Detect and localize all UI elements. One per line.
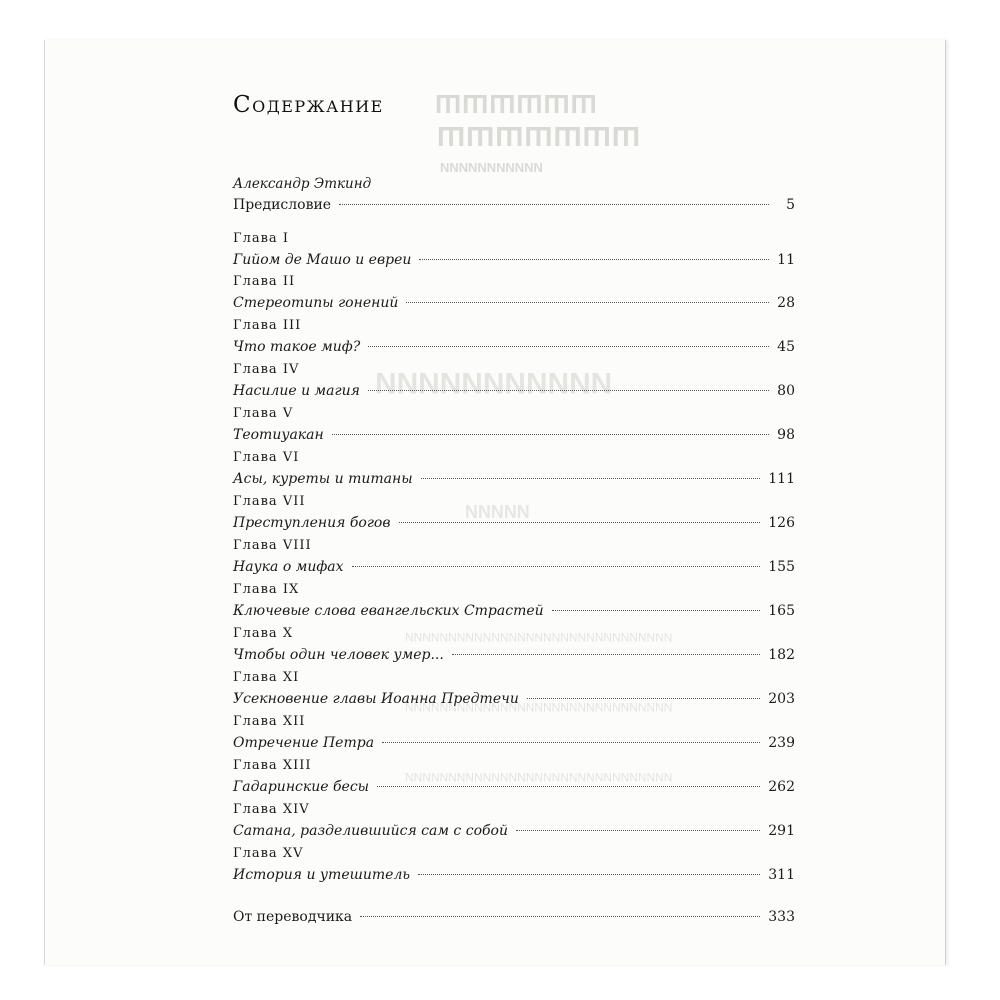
toc-entry — [233, 624, 795, 666]
entry-label: Глава IX — [233, 582, 300, 597]
dot-leader — [419, 259, 769, 260]
entry-label: Глава V — [233, 406, 294, 421]
entry-title: Наука о мифах — [233, 559, 344, 575]
dot-leader — [339, 204, 769, 205]
show-through-mark: ИИИИИИИИИИИ — [375, 366, 613, 399]
entry-title: Теотиуакан — [233, 427, 324, 443]
toc-row — [233, 644, 795, 666]
page-number: 126 — [768, 515, 795, 531]
page-number: 182 — [768, 647, 795, 663]
page-number: 5 — [786, 197, 795, 213]
dot-leader — [452, 654, 760, 655]
show-through-mark: ШШШШШШ — [435, 89, 598, 119]
toc-row — [233, 776, 795, 798]
dot-leader — [406, 302, 769, 303]
dot-leader — [418, 874, 760, 875]
toc-row — [233, 424, 795, 446]
dot-leader — [421, 478, 761, 479]
page-number: 98 — [777, 427, 795, 443]
page-number: 28 — [777, 295, 795, 311]
page-number: 311 — [768, 867, 795, 883]
toc-entry — [233, 316, 795, 358]
page-number: 165 — [768, 603, 795, 619]
entry-label: Глава VIII — [233, 538, 312, 553]
entry-title: Преступления богов — [233, 515, 391, 531]
page-number: 111 — [768, 471, 795, 487]
entry-label: Глава XIV — [233, 802, 310, 817]
toc-entry — [233, 536, 795, 578]
toc-entry — [233, 229, 795, 271]
toc-row — [233, 468, 795, 490]
entry-title: Гийом де Машо и евреи — [233, 252, 412, 268]
show-through-mark: ШШШШШШШ — [437, 121, 641, 152]
toc-row — [233, 864, 795, 886]
show-through-mark: ИИИИИ — [465, 501, 530, 521]
dot-leader — [368, 390, 769, 391]
entry-label: Глава I — [233, 231, 289, 246]
entry-title: Предисловие — [233, 197, 332, 213]
toc-row — [233, 512, 795, 534]
entry-title: Ключевые слова евангельских Страстей — [233, 603, 544, 619]
dot-leader — [377, 786, 760, 787]
dot-leader — [360, 916, 760, 917]
page-number: 262 — [768, 779, 795, 795]
entry-title: Сатана, разделившийся сам с собой — [233, 823, 508, 839]
toc-row — [233, 556, 795, 578]
toc-entry — [233, 174, 795, 216]
toc-entry — [233, 756, 795, 798]
page-title: Содержание — [233, 92, 384, 118]
show-through-mark: ИИИИИИИИИИИ — [440, 160, 543, 175]
entry-title: Асы, куреты и титаны — [233, 471, 413, 487]
toc-entry — [233, 404, 795, 446]
dot-leader — [332, 434, 769, 435]
toc-row — [233, 336, 795, 358]
dot-leader — [382, 742, 760, 743]
entry-title: Насилие и магия — [233, 383, 360, 399]
entry-title: Отречение Петра — [233, 735, 375, 751]
page-number: 239 — [768, 735, 795, 751]
entry-title: Усекновение главы Иоанна Предтечи — [233, 691, 519, 707]
page-number: 291 — [768, 823, 795, 839]
dot-leader — [552, 610, 761, 611]
toc-entry — [233, 580, 795, 622]
toc-row — [233, 820, 795, 842]
entry-title: Что такое миф? — [233, 339, 361, 355]
toc-row — [233, 249, 795, 271]
toc-row — [233, 688, 795, 710]
page-number: 45 — [777, 339, 795, 355]
page-number: 333 — [768, 909, 795, 925]
show-through-mark: ИИИИИИИИИИИИИИИИИИИИИИИИИИИИИИИ — [405, 700, 673, 714]
dot-leader — [516, 830, 760, 831]
toc-entry — [233, 712, 795, 754]
page-number: 203 — [768, 691, 795, 707]
entry-label: Глава III — [233, 318, 302, 333]
entry-label: Глава VII — [233, 494, 306, 509]
entry-title: Чтобы один человек умер... — [233, 647, 444, 663]
toc-row — [233, 292, 795, 314]
toc-entry — [233, 448, 795, 490]
entry-label: Александр Эткинд — [233, 176, 372, 192]
toc-entry — [233, 360, 795, 402]
toc-row — [233, 194, 795, 216]
toc-entry — [233, 272, 795, 314]
dot-leader — [352, 566, 761, 567]
dot-leader — [527, 698, 760, 699]
toc-row — [233, 906, 795, 928]
toc-row — [233, 732, 795, 754]
entry-label: Глава XI — [233, 670, 300, 685]
toc-entry — [233, 906, 795, 928]
entry-label: Глава XIII — [233, 758, 312, 773]
show-through-mark: ИИИИИИИИИИИИИИИИИИИИИИИИИИИИИИИ — [405, 770, 673, 784]
toc-entry — [233, 800, 795, 842]
entry-title: Гадаринские бесы — [233, 779, 370, 795]
show-through-mark: ИИИИИИИИИИИИИИИИИИИИИИИИИИИИИИИ — [405, 630, 673, 644]
page-number: 155 — [768, 559, 795, 575]
toc-row — [233, 380, 795, 402]
toc-row — [233, 600, 795, 622]
entry-title: От переводчика — [233, 909, 353, 925]
entry-label: Глава VI — [233, 450, 300, 465]
entry-label: Глава II — [233, 274, 296, 289]
toc-entry — [233, 668, 795, 710]
dot-leader — [399, 522, 761, 523]
page-number: 11 — [777, 252, 795, 268]
entry-label: Глава X — [233, 626, 294, 641]
dot-leader — [368, 346, 769, 347]
toc-entry — [233, 844, 795, 886]
book-page — [44, 40, 946, 965]
entry-label: Глава XII — [233, 714, 306, 729]
page-number: 80 — [777, 383, 795, 399]
entry-label: Глава IV — [233, 362, 300, 377]
toc-entry — [233, 492, 795, 534]
entry-label: Глава XV — [233, 846, 304, 861]
entry-title: Стереотипы гонений — [233, 295, 399, 311]
entry-title: История и утешитель — [233, 867, 410, 883]
